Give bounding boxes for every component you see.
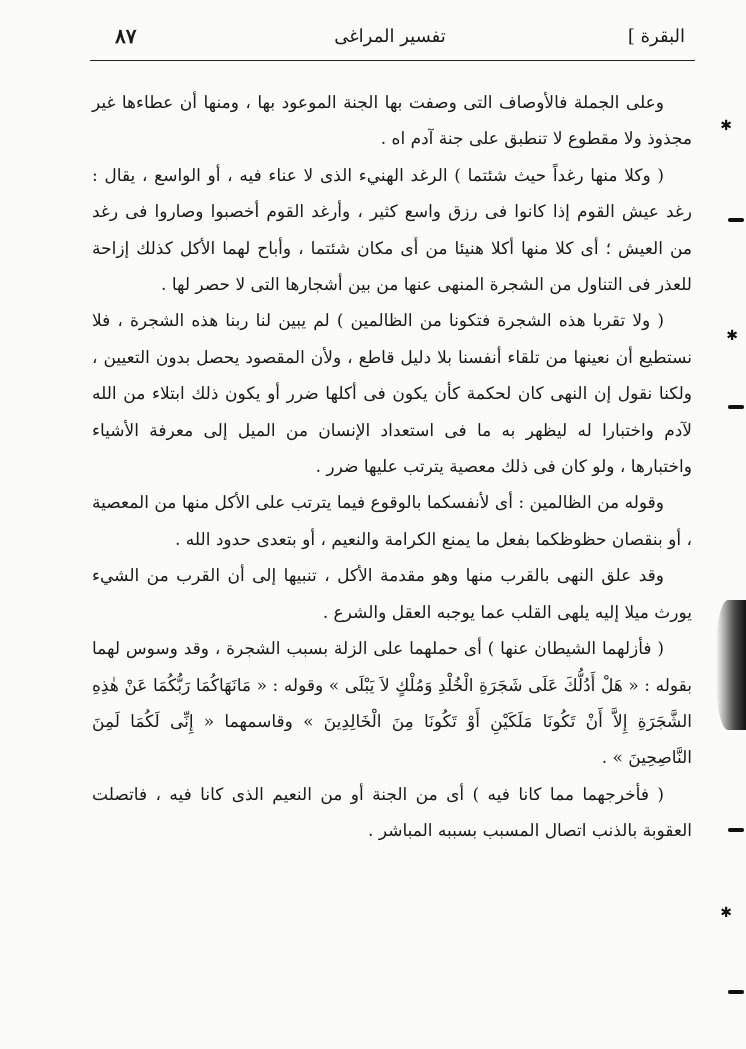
paragraph: وقوله من الظالمين : أى لأنفسكما بالوقوع فيما يترتب على الأكل منها من المعصية ، أو بنقصان حظوظكما بفعل ما يمنع الكرامة والنعيم ، أو بتعدى حدود الله . — [92, 493, 692, 550]
paragraph: وعلى الجملة فالأوصاف التى وصفت بها الجنة الموعود بها ، ومنها أن عطاءها غير مجذوذ ولا مقطوع لا تنطبق على جنة آدم اه . — [92, 93, 692, 150]
page-number: ٨٧ — [115, 24, 137, 48]
scan-edge-shadow — [716, 600, 746, 730]
paragraph: ( فأزلهما الشيطان عنها ) أى حملهما على الزلة بسبب الشجرة ، وقد وسوس لهما بقوله : « هَلْ أَدُلُّكَ عَلَى شَجَرَةِ الْخُلْدِ وَمُلْكٍ لاَ يَبْلَى » وقوله : « مَانَهَاكُمَا رَبُّكُمَا عَنْ هٰذِهِ الشَّجَرَةِ إِلاَّ أَنْ تَكُونَا مَلَكَيْنِ أَوْ تَكُونَا مِنَ الْخَالِدِينَ » وقاسمهما « إِنِّى لَكُمَا لَمِنَ النَّاصِحِينَ » . — [92, 639, 692, 769]
paragraph: وقد علق النهى بالقرب منها وهو مقدمة الأكل ، تنبيها إلى أن القرب من الشيء يورث ميلا إليه يلهى القلب عما يوجبه العقل والشرع . — [92, 566, 692, 623]
page-header — [95, 20, 685, 60]
section-name: البقرة ] — [627, 26, 685, 47]
paragraph: ( وكلا منها رغداً حيث شئتما ) الرغد الهنيء الذى لا عناء فيه ، أو الواسع ، يقال : رغد عيش القوم إذا كانوا فى رزق واسع كثير ، وأرغد القوم أخصبوا وصاروا فى رغد من العيش ؛ أى كلا منها أكلا هنيئا من أى مكان شئتما ، وأباح لهما الأكل كذلك إزاحة للعذر فى التناول من الشجرة المنهى عنها من بين أشجارها التى لا حصر لها . — [92, 165, 692, 296]
margin-mark-icon — [728, 990, 744, 994]
header-rule — [90, 60, 695, 61]
margin-mark-icon — [728, 218, 744, 222]
running-title: تفسير المراغى — [334, 26, 446, 47]
paragraph: ( فأخرجهما مما كانا فيه ) أى من الجنة أو من النعيم الذى كانا فيه ، فاتصلت العقوبة بالذنب اتصال المسبب بسببه المباشر . — [92, 784, 692, 842]
margin-star-icon: ✱ — [726, 328, 738, 344]
margin-star-icon: ✱ — [720, 118, 732, 134]
margin-mark-icon — [728, 405, 744, 409]
margin-star-icon: ✱ — [720, 905, 732, 921]
page-body — [92, 85, 692, 850]
paragraph: ( ولا تقربا هذه الشجرة فتكونا من الظالمين ) لم يبين لنا ربنا هذه الشجرة ، فلا نستطيع أن نعينها من تلقاء أنفسنا بلا دليل قاطع ، ولأن المقصود يحصل بدون التعيين ، ولكنا نقول إن النهى كان لحكمة كأن يكون فى أكلها ضرر أو يكون ذلك ابتلاء من الله لآدم واختبارا له ليظهر به ما فى استعداد الإنسان من الميل إلى معرفة الأشياء واختبارها ، ولو كان فى ذلك معصية يترتب عليها ضرر . — [92, 311, 692, 478]
margin-mark-icon — [728, 828, 744, 832]
